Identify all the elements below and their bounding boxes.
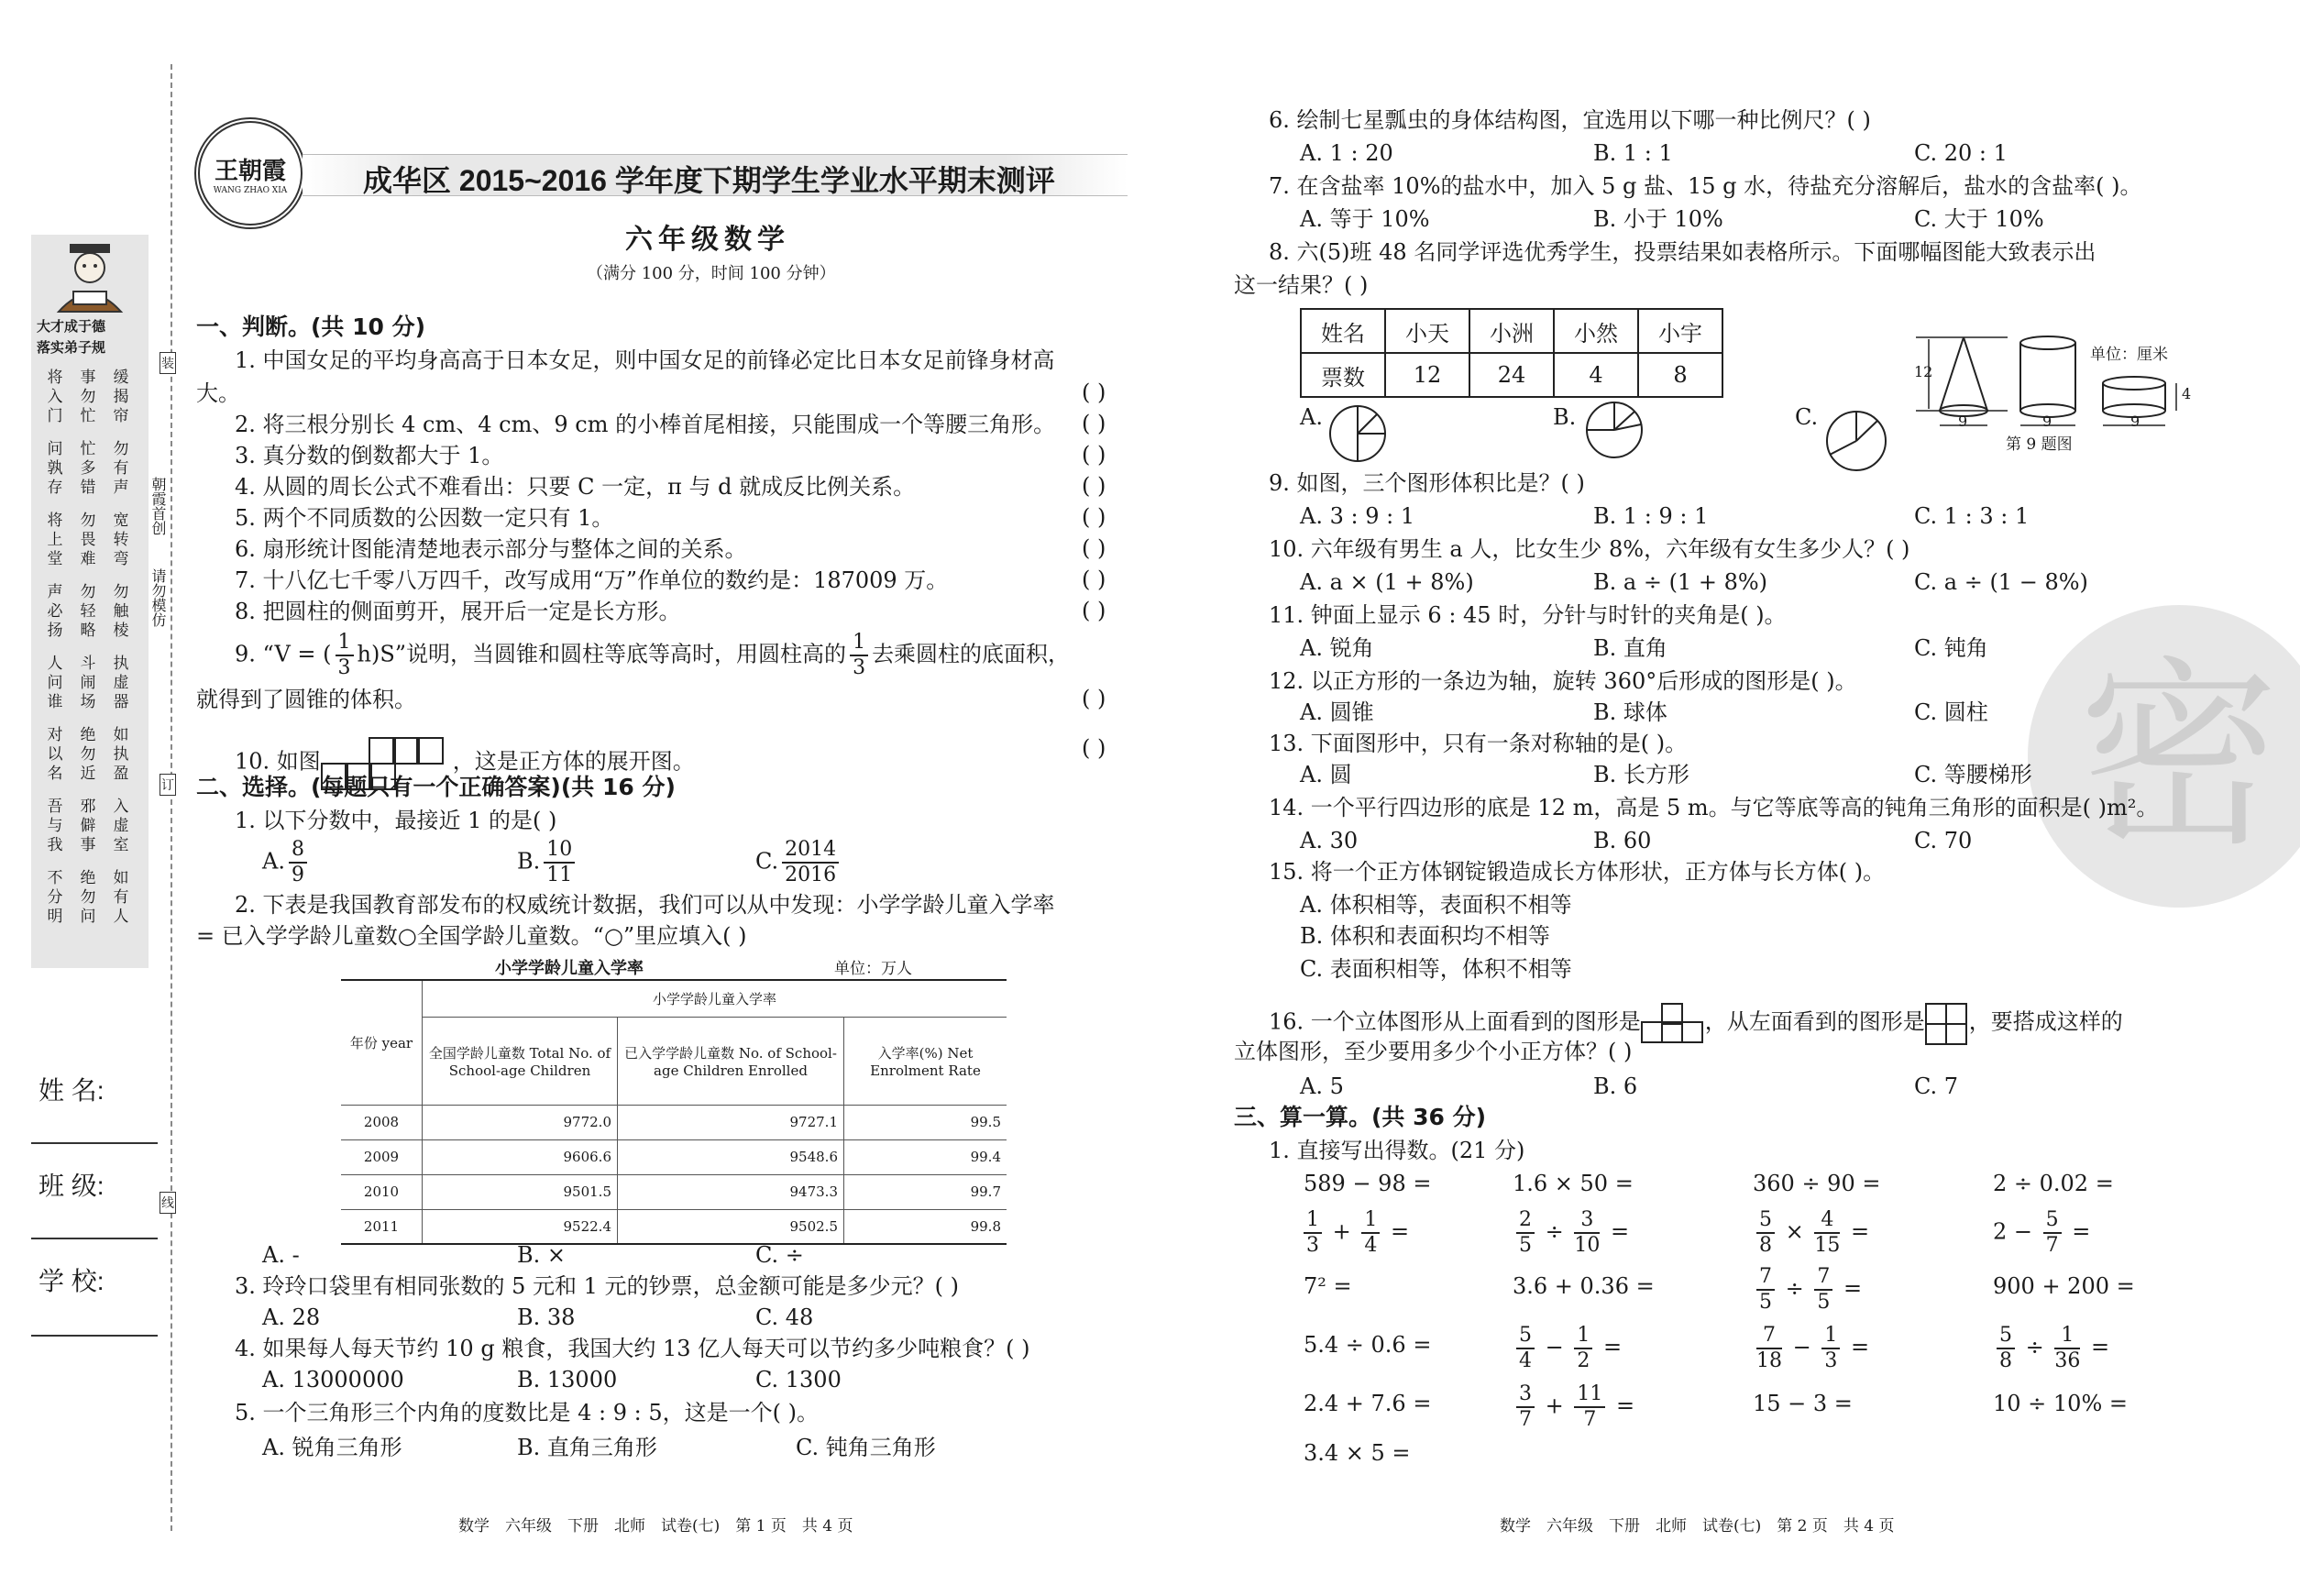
exam-subject: 六年级数学 bbox=[625, 225, 790, 255]
choice-q16-part1: 16. 一个立体图形从上面看到的图形是 bbox=[1269, 1008, 1641, 1035]
choice-q12: 12. 以正方形的一条边为轴，旋转 360°后形成的图形是( )。 bbox=[1269, 668, 1857, 694]
judge-q7: 7. 十八亿七千零八万四千，改写成用“万”作单位的数约是：187009 万。 bbox=[235, 567, 949, 593]
choice-q13: 13. 下面图形中，只有一条对称轴的是( )。 bbox=[1269, 731, 1688, 756]
section3-title: 三、算一算。(共 36 分) bbox=[1234, 1104, 1487, 1130]
choice-q15-opt-b: B. 体积和表面积均不相等 bbox=[1300, 923, 1550, 949]
judge-q9 bbox=[235, 633, 1070, 678]
seal-mark-1: 装 bbox=[160, 352, 176, 374]
calc-5-2: $\frac{3}{7}$ + $\frac{11}{7}$ = bbox=[1513, 1384, 1634, 1430]
table-cell: 9772.0 bbox=[423, 1105, 618, 1139]
margin-note-2: 请勿模仿 bbox=[149, 568, 167, 627]
calc-3-1: 7² = bbox=[1304, 1273, 1352, 1299]
vote-head: 姓名 bbox=[1301, 309, 1385, 353]
judge-q9-part3: 去乘圆柱的底面积， bbox=[872, 641, 1071, 667]
sidebar-motto-1: 大才成于德 bbox=[37, 318, 106, 335]
sidebar-verse-column: 忙多错 bbox=[80, 440, 96, 497]
calc-2-4: 2 − $\frac{5}{7}$ = bbox=[1993, 1208, 2091, 1257]
judge-q6: 6. 扇形统计图能清楚地表示部分与整体之间的关系。 bbox=[235, 536, 747, 562]
pie-option-b bbox=[1584, 400, 1645, 460]
choice-q16-cont: 立体图形，至少要用多少个小正方体？( ) bbox=[1234, 1039, 1633, 1064]
choice-q13-opt-c: C. 等腰梯形 bbox=[1914, 762, 2032, 787]
choice-q4-opt-b: B. 13000 bbox=[517, 1367, 618, 1392]
th-rate: 入学率(%) Net Enrolment Rate bbox=[844, 1017, 1007, 1105]
sidebar-verse-column: 吾与我 bbox=[47, 798, 63, 854]
choice-q5-opt-a: A. 锐角三角形 bbox=[262, 1435, 402, 1460]
choice-q6: 6. 绘制七星瓢虫的身体结构图，宜选用以下哪一种比例尺？( ) bbox=[1269, 107, 1871, 133]
choice-q10-opt-a: A. a × (1 + 8%) bbox=[1300, 569, 1474, 595]
th-total: 全国学龄儿童数 Total No. of School-age Children bbox=[423, 1017, 618, 1105]
judge-q9-part2: h)S”说明，当圆锥和圆柱等底等高时，用圆柱高的 bbox=[357, 641, 847, 667]
th-enrolled: 已入学学龄儿童数 No. of School-age Children Enrolled bbox=[618, 1017, 844, 1105]
vote-cell: 票数 bbox=[1301, 353, 1385, 397]
calc-3-4: 900 + 200 = bbox=[1993, 1273, 2135, 1299]
choice-q14-opt-b: B. 60 bbox=[1593, 828, 1652, 853]
fig9-unit: 单位：厘米 bbox=[2090, 346, 2168, 364]
choice-q9: 9. 如图，三个图形体积比是？( ) bbox=[1269, 470, 1585, 496]
vote-head: 小宇 bbox=[1638, 309, 1722, 353]
choice-q4: 4. 如果每人每天节约 10 g 粮食，我国大约 13 亿人每天可以节约多少吨粮食？( ) bbox=[235, 1336, 1030, 1361]
watermark-seal bbox=[2028, 605, 2300, 908]
binding-dashed-line bbox=[171, 64, 172, 1531]
logo-sub: WANG ZHAO XIA bbox=[213, 186, 288, 195]
table-row bbox=[341, 1105, 1007, 1139]
table-cell: 2008 bbox=[341, 1105, 423, 1139]
exam-title: 成华区 2015~2016 学年度下期学生学业水平期末测评 bbox=[363, 164, 1055, 197]
choice-q8: 8. 六(5)班 48 名同学评选优秀学生，投票结果如表格所示。下面哪幅图能大致表示出 bbox=[1269, 239, 2096, 265]
sidebar-verse-column: 勿畏难 bbox=[80, 512, 96, 568]
answer-paren[interactable]: ( ) bbox=[1082, 473, 1106, 499]
calc-5-1: 2.4 + 7.6 = bbox=[1304, 1391, 1432, 1416]
pie-opt-a-label: A. bbox=[1300, 404, 1323, 430]
answer-paren[interactable]: ( ) bbox=[1082, 504, 1106, 530]
stat-table-unit: 单位：万人 bbox=[834, 960, 912, 978]
calc-6-1: 3.4 × 5 = bbox=[1304, 1440, 1411, 1466]
choice-q7: 7. 在含盐率 10%的盐水中，加入 5 g 盐、15 g 水，待盐充分溶解后，盐水的含盐率( )。 bbox=[1269, 173, 2142, 199]
choice-q9-opt-c: C. 1 : 3 : 1 bbox=[1914, 503, 2030, 529]
choice-q3-opt-c: C. 48 bbox=[755, 1304, 814, 1330]
calc-4-1: 5.4 ÷ 0.6 = bbox=[1304, 1332, 1432, 1358]
sidebar-verse-column: 勿轻略 bbox=[80, 583, 96, 640]
sidebar-verse-column: 绝勿问 bbox=[80, 869, 96, 926]
section2-title: 二、选择。(每题只有一个正确答案)(共 16 分) bbox=[196, 774, 676, 800]
calc-1-1: 589 − 98 = bbox=[1304, 1171, 1432, 1196]
enrolment-table bbox=[341, 979, 1007, 1245]
table-cell: 9548.6 bbox=[618, 1139, 844, 1174]
name-line[interactable] bbox=[31, 1142, 158, 1144]
table-cell: 9522.4 bbox=[423, 1209, 618, 1244]
sidebar-verse-column: 勿触棱 bbox=[113, 583, 129, 640]
choice-q14-opt-c: C. 70 bbox=[1914, 828, 1973, 853]
table-cell: 2009 bbox=[341, 1139, 423, 1174]
choice-q14: 14. 一个平行四边形的底是 12 m，高是 5 m。与它等底等高的钝角三角形的面积是( )m²。 bbox=[1269, 795, 2159, 820]
th-group: 小学学龄儿童入学率 bbox=[423, 980, 1007, 1017]
sidebar-verse-column: 对以名 bbox=[47, 726, 63, 783]
choice-q3-opt-a: A. 28 bbox=[262, 1304, 321, 1330]
calc-2-3: $\frac{5}{8}$ × $\frac{4}{15}$ = bbox=[1753, 1210, 1869, 1256]
page2-footer: 数学 六年级 下册 北师 试卷(七) 第 2 页 共 4 页 bbox=[1500, 1517, 1895, 1535]
table-row bbox=[341, 1209, 1007, 1244]
choice-q16-part2: ，从左面看到的图形是 bbox=[1704, 1008, 1925, 1035]
judge-q10-part2: ，这是正方体的展开图。 bbox=[452, 748, 695, 775]
sidebar-verse-column: 人问谁 bbox=[47, 655, 63, 711]
choice-q16-opt-b: B. 6 bbox=[1593, 1073, 1638, 1099]
judge-q2: 2. 将三根分别长 4 cm、4 cm、9 cm 的小棒首尾相接，只能围成一个等腰三角形。 bbox=[235, 412, 1056, 437]
vote-cell: 12 bbox=[1385, 353, 1469, 397]
choice-q2-opt-c: C. ÷ bbox=[755, 1242, 804, 1268]
choice-q12-opt-c: C. 圆柱 bbox=[1914, 699, 1988, 725]
judge-q9-cont: 就得到了圆锥的体积。 bbox=[196, 687, 416, 712]
vote-cell: 4 bbox=[1554, 353, 1638, 397]
choice-q12-opt-a: A. 圆锥 bbox=[1300, 699, 1374, 725]
choice-q7-opt-c: C. 大于 10% bbox=[1914, 206, 2044, 232]
choice-q1-opt-a: A. $\frac{8}{9}$ bbox=[262, 840, 311, 886]
sidebar-verse-column: 缓揭帘 bbox=[113, 369, 129, 425]
table-cell: 99.4 bbox=[844, 1139, 1007, 1174]
answer-paren[interactable]: ( ) bbox=[1082, 735, 1106, 761]
choice-q9-opt-a: A. 3 : 9 : 1 bbox=[1300, 503, 1415, 529]
table-cell: 99.8 bbox=[844, 1209, 1007, 1244]
class-label: 班 级: bbox=[39, 1172, 105, 1200]
calc-2-2: $\frac{2}{5}$ ÷ $\frac{3}{10}$ = bbox=[1513, 1210, 1629, 1256]
sidebar-verse-column: 执虚器 bbox=[113, 655, 129, 711]
calc-3-3: $\frac{7}{5}$ ÷ $\frac{7}{5}$ = bbox=[1753, 1267, 1862, 1313]
calc-3-2: 3.6 + 0.36 = bbox=[1513, 1273, 1655, 1299]
calc-1-3: 360 ÷ 90 = bbox=[1753, 1171, 1881, 1196]
margin-note-1: 朝霞首创 bbox=[149, 477, 167, 535]
choice-q15-opt-c: C. 表面积相等，体积不相等 bbox=[1300, 956, 1572, 982]
section1-title: 一、判断。(共 10 分) bbox=[196, 314, 426, 340]
table-cell: 99.5 bbox=[844, 1105, 1007, 1139]
calc-5-3: 15 − 3 = bbox=[1753, 1391, 1853, 1416]
class-line[interactable] bbox=[31, 1238, 158, 1239]
choice-q11: 11. 钟面上显示 6 : 45 时，分针与时针的夹角是( )。 bbox=[1269, 602, 1787, 628]
choice-q6-opt-b: B. 1 : 1 bbox=[1593, 140, 1673, 166]
choice-q9-opt-b: B. 1 : 9 : 1 bbox=[1593, 503, 1709, 529]
choice-q2-cont: = 已入学学龄儿童数○全国学龄儿童数。“○”里应填入( ) bbox=[196, 923, 747, 949]
choice-q7-opt-a: A. 等于 10% bbox=[1300, 206, 1430, 232]
choice-q6-opt-c: C. 20 : 1 bbox=[1914, 140, 2008, 166]
seal-mark-3: 线 bbox=[160, 1192, 176, 1214]
name-label: 姓 名: bbox=[39, 1076, 105, 1105]
vote-table bbox=[1300, 308, 1723, 398]
watermark-char: 密 bbox=[2077, 639, 2280, 874]
choice-q11-opt-b: B. 直角 bbox=[1593, 635, 1667, 661]
fig9-dim-cyl2-h: 4 bbox=[2182, 385, 2192, 402]
sidebar-motto-2: 落实弟子规 bbox=[37, 339, 106, 356]
calc-4-2: $\frac{5}{4}$ − $\frac{1}{2}$ = bbox=[1513, 1326, 1622, 1371]
scholar-figure-icon bbox=[46, 240, 134, 315]
choice-q3: 3. 玲玲口袋里有相同张数的 5 元和 1 元的钞票，总金额可能是多少元？( ) bbox=[235, 1273, 959, 1299]
sidebar-verse-column: 如执盈 bbox=[113, 726, 129, 783]
calc-4-4: $\frac{5}{8}$ ÷ $\frac{1}{36}$ = bbox=[1993, 1326, 2109, 1371]
choice-q13-opt-b: B. 长方形 bbox=[1593, 762, 1689, 787]
fraction-one-third: $\frac{1}{3}$ bbox=[336, 633, 354, 678]
choice-q11-opt-c: C. 钝角 bbox=[1914, 635, 1988, 661]
choice-q1: 1. 以下分数中，最接近 1 的是( ) bbox=[235, 808, 557, 833]
choice-q1-opt-c: C. $\frac{2014}{2016}$ bbox=[755, 840, 842, 886]
choice-q4-opt-c: C. 1300 bbox=[755, 1367, 842, 1392]
choice-q13-opt-a: A. 圆 bbox=[1300, 762, 1352, 787]
vote-head: 小然 bbox=[1554, 309, 1638, 353]
answer-paren[interactable]: ( ) bbox=[1082, 442, 1106, 468]
judge-q1: 1. 中国女足的平均身高高于日本女足，则中国女足的前锋必定比日本女足前锋身材高 bbox=[235, 347, 1055, 373]
choice-q14-opt-a: A. 30 bbox=[1300, 828, 1359, 853]
table-cell: 2011 bbox=[341, 1209, 423, 1244]
table-cell: 9501.5 bbox=[423, 1174, 618, 1209]
fig9-dim-cyl1: 9 bbox=[2042, 413, 2052, 430]
sidebar-verse-column: 入虚室 bbox=[113, 798, 129, 854]
logo-badge bbox=[194, 117, 306, 229]
calc-q1-title: 1. 直接写出得数。(21 分) bbox=[1269, 1138, 1525, 1163]
calc-5-4: 10 ÷ 10% = bbox=[1993, 1391, 2128, 1416]
table-cell: 9727.1 bbox=[618, 1105, 844, 1139]
pie-option-c bbox=[1824, 409, 1888, 473]
choice-q3-opt-b: B. 38 bbox=[517, 1304, 576, 1330]
choice-q16-opt-c: C. 7 bbox=[1914, 1073, 1959, 1099]
school-line[interactable] bbox=[31, 1335, 158, 1337]
sidebar-verse-column: 事勿忙 bbox=[80, 369, 96, 425]
sidebar-verse-column: 宽转弯 bbox=[113, 512, 129, 568]
choice-q5: 5. 一个三角形三个内角的度数比是 4 : 9 : 5，这是一个( )。 bbox=[235, 1400, 820, 1425]
fig9-caption: 第 9 题图 bbox=[2006, 435, 2073, 454]
choice-q1-opt-b: B. $\frac{10}{11}$ bbox=[517, 840, 578, 886]
choice-q2-opt-b: B. × bbox=[517, 1242, 567, 1268]
judge-q1-cont: 大。 bbox=[196, 380, 240, 406]
judge-q10-part1: 10. 如图 bbox=[235, 748, 321, 775]
sidebar-verse-column: 勿有声 bbox=[113, 440, 129, 497]
vote-cell: 24 bbox=[1469, 353, 1554, 397]
table-cell: 9502.5 bbox=[618, 1209, 844, 1244]
calc-2-1: $\frac{1}{3}$ + $\frac{1}{4}$ = bbox=[1300, 1210, 1409, 1256]
fig9-dim-cyl2: 9 bbox=[2130, 413, 2140, 430]
choice-q5-opt-b: B. 直角三角形 bbox=[517, 1435, 657, 1460]
choice-q8-cont: 这一结果？( ) bbox=[1234, 272, 1369, 298]
sidebar-verse-column: 问孰存 bbox=[47, 440, 63, 497]
choice-q5-opt-c: C. 钝角三角形 bbox=[796, 1435, 936, 1460]
choice-q2: 2. 下表是我国教育部发布的权威统计数据，我们可以从中发现：小学学龄儿童入学率 bbox=[235, 892, 1055, 918]
sidebar-verse-column: 绝勿近 bbox=[80, 726, 96, 783]
logo-text: 王朝霞 bbox=[214, 158, 286, 184]
table-cell: 9606.6 bbox=[423, 1139, 618, 1174]
choice-q12-opt-b: B. 球体 bbox=[1593, 699, 1667, 725]
choice-q11-opt-a: A. 锐角 bbox=[1300, 635, 1374, 661]
judge-q9-part1: 9. “V = ( bbox=[235, 641, 332, 667]
top-view-figure bbox=[1641, 1003, 1705, 1043]
answer-paren[interactable]: ( ) bbox=[1082, 411, 1106, 436]
answer-paren[interactable]: ( ) bbox=[1082, 598, 1106, 623]
table-cell: 9473.3 bbox=[618, 1174, 844, 1209]
choice-q15: 15. 将一个正方体钢锭锻造成长方体形状，正方体与长方体( )。 bbox=[1269, 859, 1886, 885]
fig9-dim-cone: 9 bbox=[1958, 413, 1968, 430]
calc-1-4: 2 ÷ 0.02 = bbox=[1993, 1171, 2114, 1196]
th-year: 年份 year bbox=[341, 980, 423, 1105]
sidebar-verse-column: 声必扬 bbox=[47, 583, 63, 640]
seal-mark-2: 订 bbox=[160, 774, 176, 796]
choice-q10-opt-b: B. a ÷ (1 + 8%) bbox=[1593, 569, 1768, 595]
table-row bbox=[341, 1174, 1007, 1209]
school-label: 学 校: bbox=[39, 1267, 105, 1295]
judge-q8: 8. 把圆柱的侧面剪开，展开后一定是长方形。 bbox=[235, 599, 681, 624]
sidebar-verse-column: 将入门 bbox=[47, 369, 63, 425]
left-view-figure bbox=[1925, 1003, 1969, 1043]
page1-footer: 数学 六年级 下册 北师 试卷(七) 第 1 页 共 4 页 bbox=[458, 1517, 853, 1535]
choice-q15-opt-a: A. 体积相等，表面积不相等 bbox=[1300, 892, 1572, 918]
vote-head: 小洲 bbox=[1469, 309, 1554, 353]
choice-q16-part3: ，要搭成这样的 bbox=[1968, 1008, 2123, 1035]
answer-paren[interactable]: ( ) bbox=[1082, 686, 1106, 711]
choice-q10: 10. 六年级有男生 a 人，比女生少 8%，六年级有女生多少人？( ) bbox=[1269, 536, 1910, 562]
answer-paren[interactable]: ( ) bbox=[1082, 535, 1106, 561]
sidebar-verse-column: 斗闹场 bbox=[80, 655, 96, 711]
choice-q6-opt-a: A. 1 : 20 bbox=[1300, 140, 1393, 166]
exam-note: （满分 100 分，时间 100 分钟） bbox=[587, 264, 836, 283]
judge-q5: 5. 两个不同质数的公因数一定只有 1。 bbox=[235, 505, 614, 531]
calc-1-2: 1.6 × 50 = bbox=[1513, 1171, 1634, 1196]
pie-option-a bbox=[1327, 403, 1388, 464]
table-cell: 2010 bbox=[341, 1174, 423, 1209]
sidebar-verse-column: 如有人 bbox=[113, 869, 129, 926]
vote-head: 小天 bbox=[1385, 309, 1469, 353]
stat-table-title: 小学学龄儿童入学率 bbox=[495, 959, 644, 978]
sidebar-verse-column: 邪僻事 bbox=[80, 798, 96, 854]
fig9-dim-height: 12 bbox=[1914, 363, 1933, 380]
table-cell: 99.7 bbox=[844, 1174, 1007, 1209]
fraction-one-third: $\frac{1}{3}$ bbox=[850, 633, 868, 678]
judge-q4: 4. 从圆的周长公式不难看出：只要 C 一定，π 与 d 就成反比例关系。 bbox=[235, 474, 916, 500]
answer-paren[interactable]: ( ) bbox=[1082, 567, 1106, 592]
sidebar-verse-column: 不分明 bbox=[47, 869, 63, 926]
pie-opt-b-label: B. bbox=[1553, 404, 1577, 430]
choice-q16-opt-a: A. 5 bbox=[1300, 1073, 1344, 1099]
pie-opt-c-label: C. bbox=[1795, 404, 1819, 430]
choice-q2-opt-a: A. - bbox=[262, 1242, 300, 1268]
answer-paren[interactable]: ( ) bbox=[1082, 380, 1106, 405]
judge-q3: 3. 真分数的倒数都大于 1。 bbox=[235, 443, 504, 468]
vote-cell: 8 bbox=[1638, 353, 1722, 397]
table-row bbox=[341, 1139, 1007, 1174]
choice-q7-opt-b: B. 小于 10% bbox=[1593, 206, 1723, 232]
sidebar-verse-column: 将上堂 bbox=[47, 512, 63, 568]
choice-q4-opt-a: A. 13000000 bbox=[262, 1367, 404, 1392]
choice-q10-opt-c: C. a ÷ (1 − 8%) bbox=[1914, 569, 2088, 595]
calc-4-3: $\frac{7}{18}$ − $\frac{1}{3}$ = bbox=[1756, 1324, 1870, 1372]
